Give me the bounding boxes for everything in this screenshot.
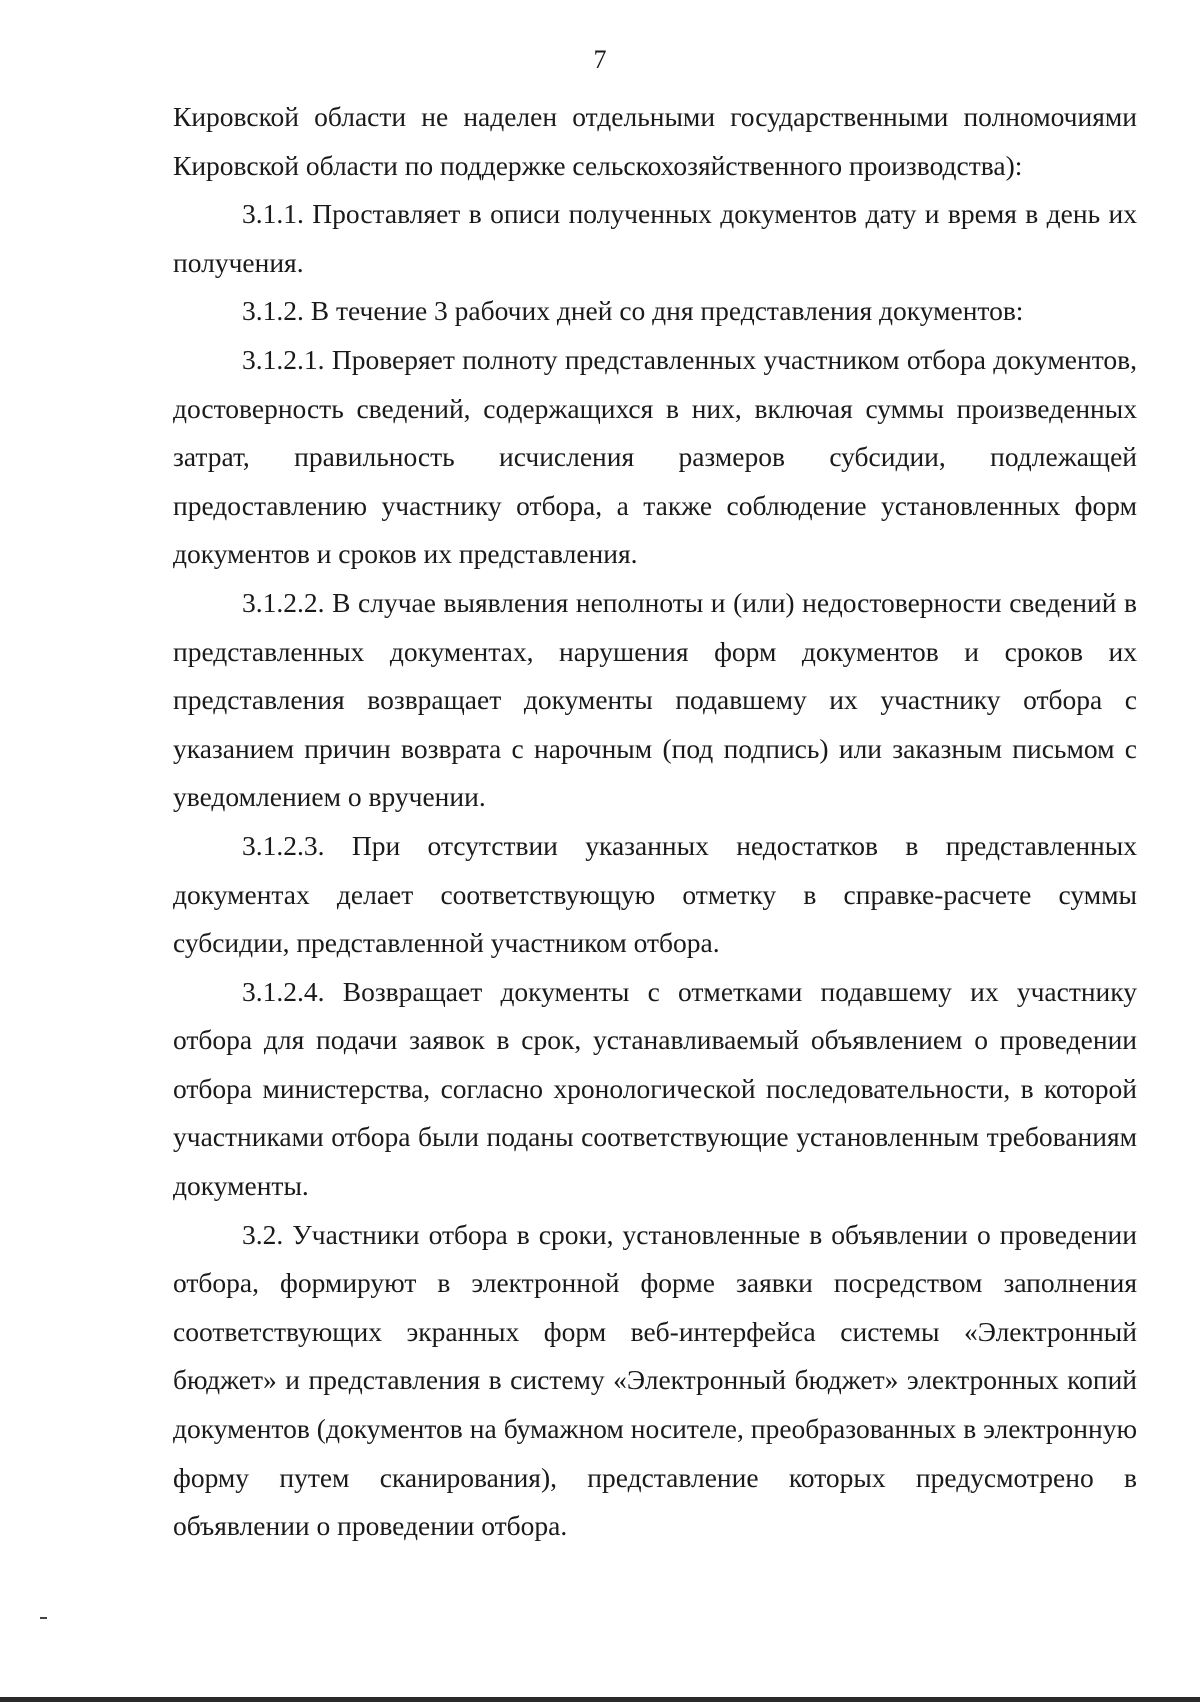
paragraph-intro: Кировской области не наделен отдельными государственными полномочиями Кировской области по поддержке сельскохозяйственного производства): [173,101,1137,181]
paragraph-3-1-2-3: 3.1.2.3. При отсутствии указанных недостатков в представленных документах делает соответствующую отметку в справке-расчете суммы субсидии, представленной участником отбора. [173,829,1137,959]
scan-artifact-mark [40,1617,47,1619]
paragraph-3-1-1: 3.1.1. Проставляет в описи полученных документов дату и время в день их получения. [173,198,1137,278]
paragraph-3-1-2-1: 3.1.2.1. Проверяет полноту представленных участником отбора документов, достоверность сведений, содержащихся в них, включая суммы произведенных затрат, правильность исчисления размеров субсидии, подлежащей предоставлению участнику отбора, а также соблюдение установленных форм документов и сроков их представления. [173,343,1137,570]
page-number: 7 [593,45,607,74]
paragraph-3-1-2: 3.1.2. В течение 3 рабочих дней со дня представления документов: [242,295,1024,327]
paragraph-3-2: 3.2. Участники отбора в сроки, установленные в объявлении о проведении отбора, формируют в электронной форме заявки посредством заполнения соответствующих экранных форм веб-интерфейса системы «Электронный бюджет» и представления в систему «Электронный бюджет» электронных копий документов (документов на бумажном носителе, преобразованных в электронную форму путем сканирования), представление которых предусмотрено в объявлении о проведении отбора. [173,1218,1137,1542]
document-body [173,93,1137,1551]
paragraph-3-1-2-4: 3.1.2.4. Возвращает документы с отметками подавшему их участнику отбора для подачи заявок в срок, устанавливаемый объявлением о проведении отбора министерства, согласно хронологической последовательности, в которой участниками отбора были поданы соответствующие установленным требованиям документы. [173,975,1137,1202]
scan-bottom-edge [0,1697,1200,1702]
paragraph-3-1-2-2: 3.1.2.2. В случае выявления неполноты и (или) недостоверности сведений в представленных документах, нарушения форм документов и сроков их представления возвращает документы подавшему их участнику отбора с указанием причин возврата с нарочным (под подпись) или заказным письмом с уведомлением о вручении. [173,586,1137,813]
